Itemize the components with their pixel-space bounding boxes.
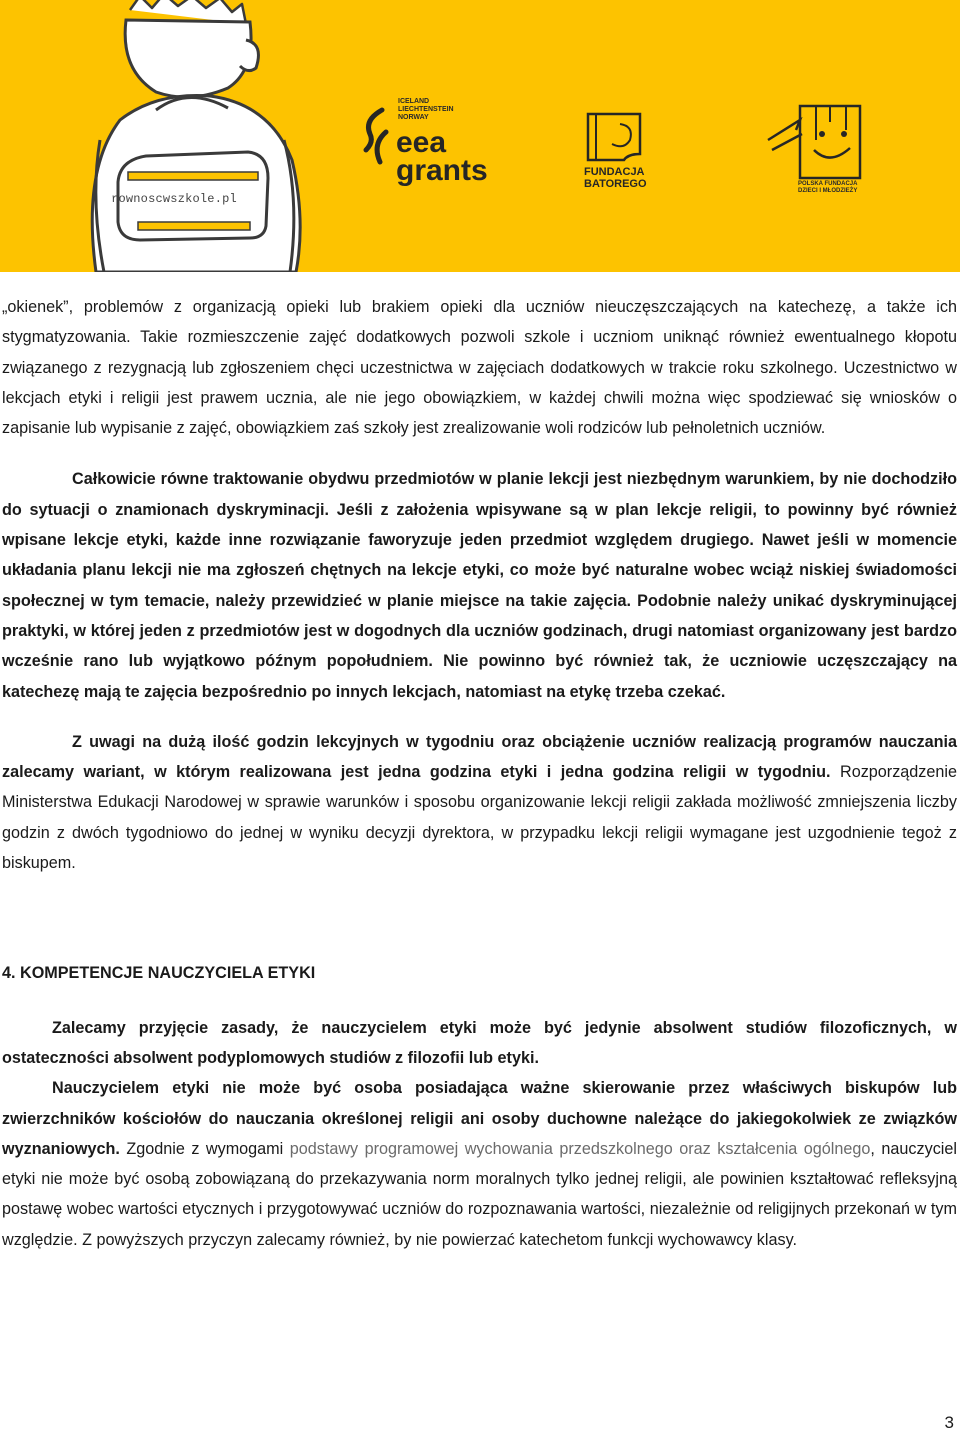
document-body xyxy=(2,292,957,1255)
weekly-hours-recommendation: Z uwagi na dużą ilość godzin lekcyjnych w tygodniu oraz obciążenie uczniów realizacją programów nauczania zalecamy wariant, w którym realizowana jest jedna godzina etyki i jedna godzina religii w tygodniu. xyxy=(2,732,957,782)
fundacja-batorego-logo xyxy=(584,110,664,190)
pfdm-face-logo xyxy=(760,100,870,184)
eea-swirl-icon xyxy=(362,106,394,170)
core-curriculum-intro: Zgodnie z wymogami xyxy=(119,1139,290,1158)
core-curriculum-rest: , nauczyciel etyki nie może być osobą zobowiązaną do przekazywania norm moralnych tylko jednej religii, ale powinien kształtować refleksyjną postawę wobec wartości etycznych i przygotowywać uczniów do rozpoznawania wartości, niezależnie od religijnych przekonań w tym względzie. Z powyższych przyczyn zalecamy również, by nie powierzać katechetom funkcji wychowawcy klasy. xyxy=(2,1139,957,1249)
regulation-note: Rozporządzenie Ministerstwa Edukacji Narodowej w sprawie warunków i sposobu organizowanie lekcji religii zakłada możliwość zmniejszenia liczby godzin z dwóch tygodniowo do jednej w wyniku decyzji dyrektora, w przypadku lekcji religii wymagane jest uzgodnienie tegoż z biskupem. xyxy=(2,763,957,873)
paragraph-teacher-restrictions xyxy=(2,1073,957,1255)
pfdm-line1: POLSKA FUNDACJA xyxy=(798,181,858,187)
paragraph-weekly-hours xyxy=(2,727,957,878)
section-heading: 4. KOMPETENCJE NAUCZYCIELA ETYKI xyxy=(2,964,316,983)
student-backpack-illustration xyxy=(60,0,320,272)
eea-country: LIECHTENSTEIN xyxy=(398,106,454,113)
eea-word: eea xyxy=(396,126,447,159)
batory-line2: BATOREGO xyxy=(584,178,647,190)
website-tag[interactable]: rownoscwszkole.pl xyxy=(111,192,237,206)
paragraph-continuation: „okienek”, problemów z organizacją opieki lub brakiem opieki dla uczniów nieuczęszczających na katechezę, a także ich stygmatyzowania. Takie rozmieszczenie zajęć dodatkowych pozwoli szkole i uczniom uniknąć również ewentualnego kłopotu związanego z rezygnacją lub zgłoszeniem chęci uczestnictwa w zajęciach dodatkowych w trakcie roku szkolnego. Uczestnictwo w lekcjach etyki i religii jest prawem ucznia, ale nie jego obowiązkiem, w każdej chwili można więc spodziewać się wniosków o zapisanie lub wypisanie z zajęć, obowiązkiem zaś szkoły jest zrealizowanie woli rodziców lub pełnoletnich uczniów. xyxy=(2,298,957,438)
batory-name xyxy=(584,166,674,190)
paragraph-teacher-qualification: Zalecamy przyjęcie zasady, że nauczycielem etyki może być jedynie absolwent studiów filozoficznych, w ostateczności absolwent podyplomowych studiów z filozofii lub etyki. xyxy=(2,1018,957,1067)
batory-mark-icon xyxy=(584,110,644,162)
eea-country: ICELAND xyxy=(398,98,430,105)
eea-country: NORWAY xyxy=(398,114,429,121)
pfdm-line2: DZIECI I MŁODZIEŻY xyxy=(798,188,858,194)
paragraph-equal-treatment: Całkowicie równe traktowanie obydwu przedmiotów w planie lekcji jest niezbędnym warunkiem, by nie dochodziło do sytuacji o znamionach dyskryminacji. Jeśli z założenia wpisywane są w plan lekcje religii, to powinny być również wpisane lekcje etyki, każde inne rozwiązanie faworyzuje jeden przedmiot względem drugiego. Nawet jeśli w momencie układania planu lekcji nie ma zgłoszeń chętnych na lekcje etyki, co może być naturalne wobec wciąż niskiej świadomości społecznej w tym temacie, należy przewidzieć w planie miejsce na takie zajęcia. Podobnie należy unikać dyskryminującej praktyki, w której jeden z przedmiotów jest w dogodnych dla uczniów godzinach, drugi natomiast organizowany jest bardzo wcześnie rano lub wyjątkowo późnym popołudniem. Nie powinno być również tak, że uczniowie uczęszczający na katechezę mają te zajęcia bezpośrednio po innych lekcjach, natomiast na etykę trzeba czekać. xyxy=(2,470,957,701)
header-banner xyxy=(0,0,960,272)
core-curriculum-reference: podstawy programowej wychowania przedszkolnego oraz kształcenia ogólnego xyxy=(289,1139,871,1158)
eea-grants-logo xyxy=(362,98,502,198)
grants-word: grants xyxy=(396,154,488,187)
teacher-restriction-bold: Nauczycielem etyki nie może być osoba posiadająca ważne skierowanie przez właściwych biskupów lub zwierzchników kościołów do nauczania określonej religii ani osoby duchowne należące do jakiegokolwiek ze związków wyznaniowych. xyxy=(2,1079,957,1158)
page-number: 3 xyxy=(944,1413,954,1432)
batory-line1: FUNDACJA xyxy=(584,166,645,178)
eea-countries xyxy=(398,98,468,122)
pfdm-name xyxy=(798,181,878,195)
